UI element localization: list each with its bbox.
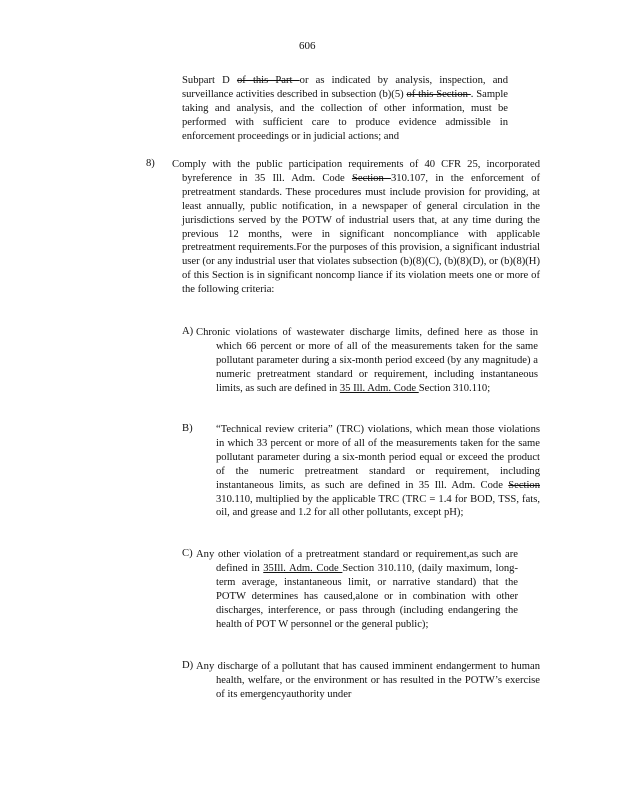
sub-c-text-2: Section 310.110, (daily maximum, long- term average, instantaneous limit, or narrative standard) that the POTW determines has caused,alone or in combination with other discharges, interference, or pass through (including endangering the health of POT W personnel or the general public);	[216, 562, 518, 630]
sub-a-text-2: Section 310.110;	[418, 382, 491, 394]
sub-a-paragraph	[196, 326, 538, 396]
intro-struck-1: of this Part	[236, 75, 300, 86]
intro-struck-2: of this Section	[406, 88, 471, 100]
sub-c-text-1: Any other violation of a pretreatment standard or requirement,as such are defined in	[196, 549, 518, 574]
sub-d-paragraph	[196, 660, 540, 702]
sub-b-struck: Section	[508, 479, 540, 491]
intro-text-3: . Sample taking and analysis, and the collection of other information, must be performed with sufficient care to produce evidence admissible in enforcement proceedings or in judicial actions; and	[182, 88, 509, 142]
item-8-text-1: Comply with the public participation requirements of 40 CFR 25, incorporated byreference in 35 Ill. Adm. Code	[172, 159, 540, 184]
page-number: 606	[299, 40, 316, 52]
sub-c-paragraph	[196, 548, 518, 631]
sub-c-label: C)	[182, 548, 193, 559]
item-8-text-2: 310.107, in the enforcement of pretreatment standards. These procedures must include provision for providing, at least annually, public notification, in a newspaper of general circulation in the jurisdictions served by the POTW of industrial users that, at any time during the previous 12 months, were in significant noncompliance with applicable pretreatment requirements.For the purposes of this provision, a significant industrial user (or any industrial user that violates subsection (b)(8)(C), (b)(8)(D), or (b)(8)(H) of this Section is in significant noncomp liance if its violation meets one or more of the following criteria:	[182, 172, 540, 296]
item-8-label: 8)	[146, 158, 155, 169]
sub-b-label: B)	[182, 423, 193, 434]
intro-text-2: or as indicated by analysis, inspection, and surveillance activities described in subsection (b)(5)	[182, 75, 508, 100]
sub-b-text-2: 310.110, multiplied by the applicable TRC (TRC = 1.4 for BOD, TSS, fats, oil, and grease and 1.2 for all other pollutants, except pH);	[216, 493, 540, 519]
item-8-struck: Section	[351, 172, 391, 184]
sub-a-text-1: Chronic violations of wastewater discharge limits, defined here as those in which 66 percent or more of all of the measurements taken for the same pollutant parameter during a six-month period exceed (by any magnitude) a numeric pretreatment standard or requirement, including instantaneous limits, as such are defined in	[196, 327, 538, 394]
intro-paragraph	[182, 74, 508, 144]
sub-a-underlined: 35 Ill. Adm. Code	[339, 382, 419, 394]
sub-d-label: D)	[182, 660, 194, 671]
sub-a-label: A)	[182, 326, 194, 337]
sub-d-text: Any discharge of a pollutant that has caused imminent endangerment to human health, welfare, or the environment or has resulted in the POTW’s exercise of its emergencyauthority under	[196, 661, 540, 700]
sub-c-underlined: 35Ill. Adm. Code	[263, 562, 343, 574]
item-8-paragraph	[172, 158, 540, 297]
sub-b-paragraph	[216, 423, 540, 520]
intro-text-1: Subpart D	[182, 75, 237, 86]
sub-b-text-1: “Technical review criteria” (TRC) violations, which mean those violations in which 33 percent or more of all of the measurements taken for the same pollutant parameter during a six-month period equal or exceed the product of the numeric pretreatment standard or requirement, including instantaneous limits, as such are defined in 35 Ill. Adm. Code	[216, 424, 540, 491]
